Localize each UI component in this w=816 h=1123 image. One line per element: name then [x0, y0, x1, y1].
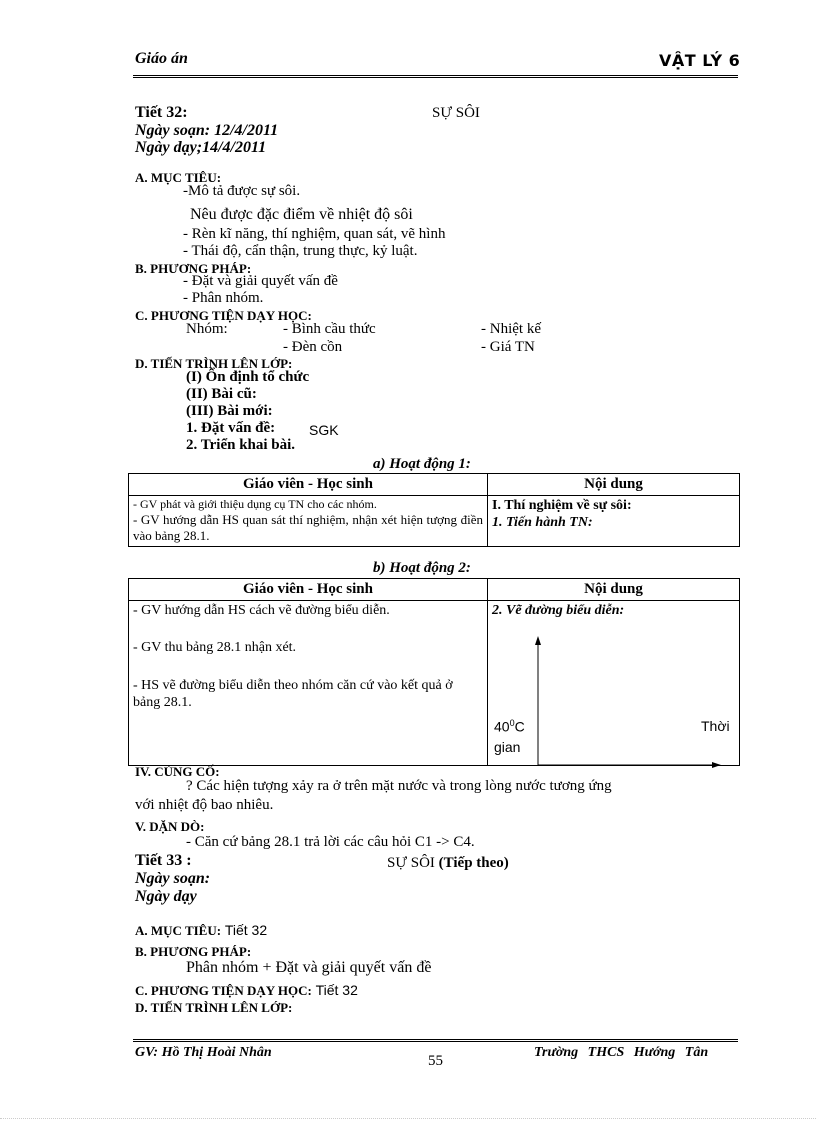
graph-y-label: $40^0C$: [494, 718, 525, 735]
page-bottom-dotline: [0, 1118, 816, 1119]
header-right: VẬT LÝ 6: [659, 51, 741, 70]
lesson32-a4: - Thái độ, cẩn thận, trung thực, kỷ luật.: [183, 243, 418, 259]
activity2-col1-header: Giáo viên - Học sinh: [129, 579, 488, 601]
graph-x-label-2: gian: [494, 739, 521, 755]
lesson32-a2: Nêu được đặc điểm về nhiệt độ sôi: [190, 206, 413, 223]
lesson32-b2: - Phân nhóm.: [183, 290, 264, 306]
lesson32-sec-a: A. MỤC TIÊU:: [135, 170, 222, 185]
lesson32-d3: (III) Bài mới:: [186, 403, 273, 419]
lesson32-d4-value: SGK: [309, 422, 339, 438]
footer-left: GV: Hồ Thị Hoài Nhân: [135, 1045, 272, 1060]
lesson32-d4: 1. Đặt vấn đề:: [186, 420, 276, 436]
lesson32-b1: - Đặt và giải quyết vấn đề: [183, 273, 338, 289]
lesson32-prep-date: Ngày soạn: 12/4/2011: [135, 122, 279, 139]
lesson32-teach-date: Ngày dạy;14/4/2011: [135, 139, 267, 156]
activity2-left2: - GV thu bảng 28.1 nhận xét.: [133, 640, 297, 656]
activity1-col1-header: Giáo viên - Học sinh: [129, 474, 488, 496]
lesson33-title: Tiết 33 :: [135, 852, 192, 869]
footer-right: Trường THCS Hướng Tân: [534, 1045, 709, 1060]
header-left: Giáo án: [135, 50, 188, 67]
activity1-right1: I. Thí nghiệm về sự sôi:: [492, 497, 632, 513]
lesson32-topic: SỰ SÔI: [432, 105, 480, 121]
lesson32-sec-b: B. PHƯƠNG PHÁP:: [135, 261, 252, 276]
sec5-title: V. DẶN DÒ:: [135, 819, 205, 834]
lesson32-c4: - Giá TN: [481, 339, 535, 355]
lesson32-sec-c: C. PHƯƠNG TIỆN DẠY HỌC:: [135, 308, 312, 323]
activity1-title: a) Hoạt động 1:: [373, 456, 471, 472]
sec5-line1: - Căn cứ bảng 28.1 trả lời các câu hỏi C1 -> C4.: [186, 834, 475, 850]
activity1-left2: - GV hướng dẫn HS quan sát thí nghiệm, nhận xét hiện tượng điền vào bảng 28.1.: [133, 511, 483, 543]
activity1-right2: 1. Tiến hành TN:: [492, 515, 593, 531]
footer-rule: [133, 1039, 738, 1042]
lesson32-a3: - Rèn kĩ năng, thí nghiệm, quan sát, vẽ hình: [183, 226, 446, 242]
footer-page-number: 55: [428, 1053, 443, 1069]
lesson32-a1: -Mô tả được sự sôi.: [183, 183, 301, 199]
lesson32-d5: 2. Triển khai bài.: [186, 437, 296, 453]
lesson33-teach-date: Ngày dạy: [135, 888, 197, 905]
lesson33-sec-d: D. TIẾN TRÌNH LÊN LỚP:: [135, 1000, 293, 1015]
lesson33-b1: Phân nhóm + Đặt và giải quyết vấn đề: [186, 959, 432, 976]
activity2-title: b) Hoạt động 2:: [373, 560, 471, 576]
sec4-line2: với nhiệt độ bao nhiêu.: [135, 797, 274, 813]
lesson32-c3: - Đèn cồn: [283, 339, 343, 355]
lesson32-c2: - Nhiệt kế: [481, 321, 541, 337]
lesson32-d2: (II) Bài cũ:: [186, 386, 257, 402]
activity2-left3: - HS vẽ đường biểu diễn theo nhóm căn cứ vào kết quả ở bảng 28.1.: [133, 677, 453, 711]
activity1-table: [128, 473, 740, 547]
graph-x-label-1: Thời: [701, 718, 730, 734]
lesson33-sec-c: C. PHƯƠNG TIỆN DẠY HỌC: Tiết 32: [135, 982, 358, 998]
lesson32-sec-d: D. TIẾN TRÌNH LÊN LỚP:: [135, 356, 293, 371]
sec4-title: IV. CỦNG CỐ:: [135, 764, 220, 779]
lesson32-d1: (I) Ổn định tổ chức: [186, 369, 310, 385]
activity1-col2-header: Nội dung: [488, 474, 740, 496]
lesson32-c1: - Bình cầu thức: [283, 321, 376, 337]
header-rule: [133, 75, 738, 78]
lesson33-sec-a: A. MỤC TIÊU: Tiết 32: [135, 922, 268, 938]
activity2-right1: 2. Vẽ đường biểu diễn:: [492, 602, 625, 618]
activity2-left1: - GV hướng dẫn HS cách vẽ đường biểu diễn.: [133, 602, 390, 618]
sec4-line1: ? Các hiện tượng xảy ra ở trên mặt nước và trong lòng nước tương ứng: [186, 778, 612, 794]
activity2-col2-header: Nội dung: [488, 579, 740, 601]
lesson33-prep-date: Ngày soạn:: [135, 870, 211, 887]
lesson32-c-group: Nhóm:: [186, 321, 228, 337]
activity1-left1: - GV phát và giới thiệu dụng cụ TN cho các nhóm.: [133, 496, 377, 511]
lesson33-sec-b: B. PHƯƠNG PHÁP:: [135, 944, 252, 959]
graph-y-arrow: [535, 636, 541, 645]
graph-x-arrow: [712, 762, 721, 768]
lesson32-title: Tiết 32:: [135, 104, 188, 121]
lesson33-topic: SỰ SÔI (Tiếp theo): [387, 855, 509, 871]
